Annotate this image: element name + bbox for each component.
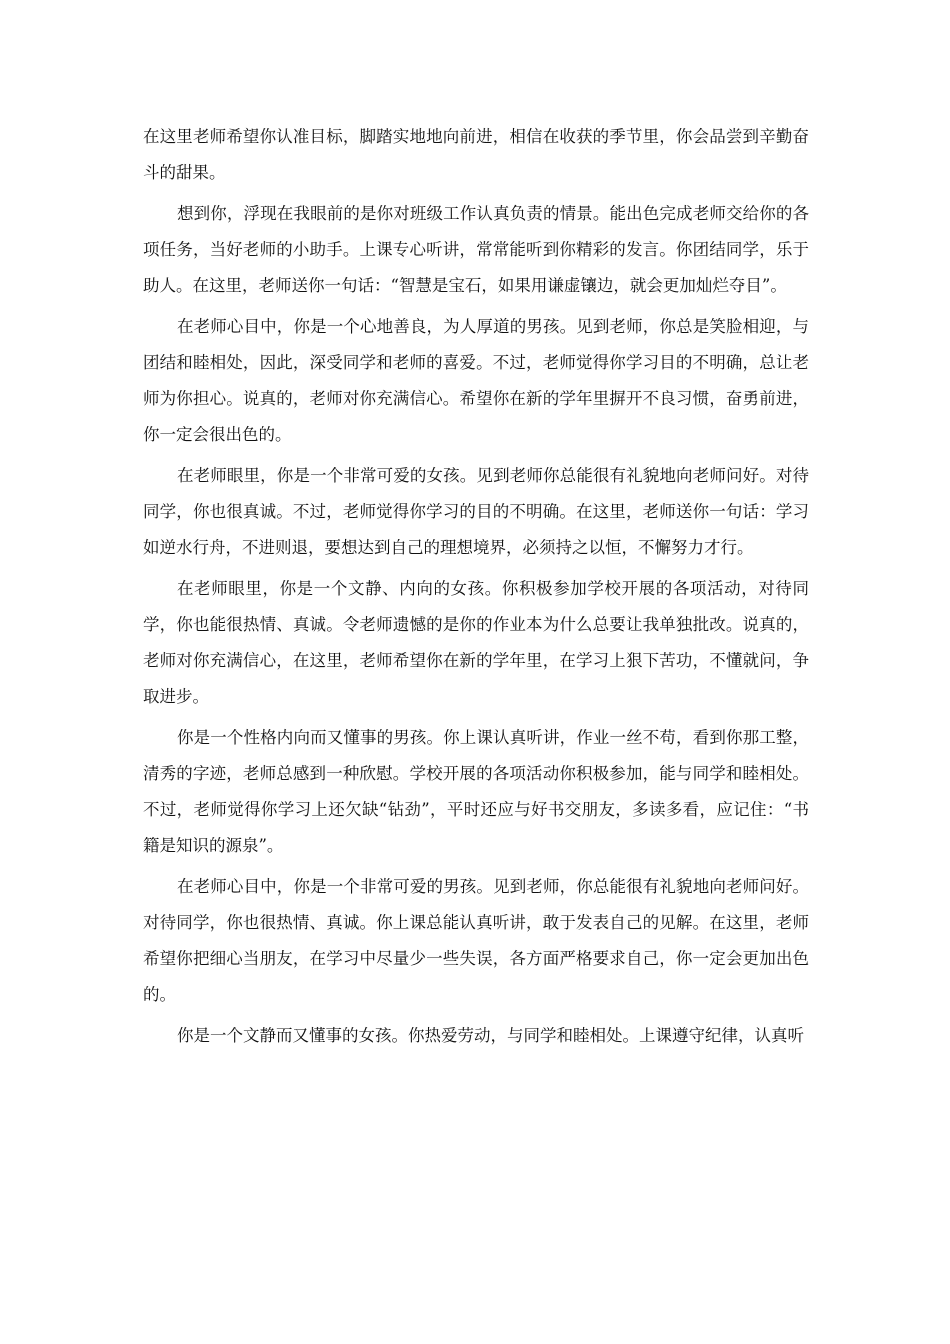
- paragraph: 在老师眼里，你是一个非常可爱的女孩。见到老师你总能很有礼貌地向老师问好。对待同学，你也很真诚。不过，老师觉得你学习的目的不明确。在这里，老师送你一句话：学习如逆水行舟，不进则退，要想达到自己的理想境界，必须持之以恒，不懈努力才行。: [143, 466, 809, 557]
- paragraph: 你是一个性格内向而又懂事的男孩。你上课认真听讲，作业一丝不苟，看到你那工整，清秀的字迹，老师总感到一种欣慰。学校开展的各项活动你积极参加，能与同学和睦相处。不过，老师觉得你学习上还欠缺“钻劲”，平时还应与好书交朋友，多读多看，应记住：“书籍是知识的源泉”。: [143, 728, 809, 855]
- paragraph: 在老师眼里，你是一个文静、内向的女孩。你积极参加学校开展的各项活动，对待同学，你也能很热情、真诚。令老师遗憾的是你的作业本为什么总要让我单独批改。说真的，老师对你充满信心，在这里，老师希望你在新的学年里，在学习上狠下苦功，不懂就问，争取进步。: [143, 579, 809, 706]
- paragraph: 在老师心目中，你是一个心地善良，为人厚道的男孩。见到老师，你总是笑脸相迎，与团结和睦相处，因此，深受同学和老师的喜爱。不过，老师觉得你学习目的不明确，总让老师为你担心。说真的，老师对你充满信心。希望你在新的学年里摒开不良习惯，奋勇前进，你一定会很出色的。: [143, 317, 809, 444]
- paragraph: 想到你，浮现在我眼前的是你对班级工作认真负责的情景。能出色完成老师交给你的各项任务，当好老师的小助手。上课专心听讲，常常能听到你精彩的发言。你团结同学，乐于助人。在这里，老师送你一句话：“智慧是宝石，如果用谦虚镶边，就会更加灿烂夺目”。: [143, 204, 809, 295]
- paragraph-continued: 在这里老师希望你认准目标，脚踏实地地向前进，相信在收获的季节里，你会品尝到辛勤奋斗的甜果。: [143, 127, 809, 182]
- document-body: [143, 119, 809, 1059]
- paragraph-truncated: 你是一个文静而又懂事的女孩。你热爱劳动，与同学和睦相处。上课遵守纪律，认真听: [177, 1026, 804, 1045]
- paragraph: 在老师心目中，你是一个非常可爱的男孩。见到老师，你总能很有礼貌地向老师问好。对待同学，你也很热情、真诚。你上课总能认真听讲，敢于发表自己的见解。在这里，老师希望你把细心当朋友，在学习中尽量少一些失误，各方面严格要求自己，你一定会更加出色的。: [143, 877, 809, 1004]
